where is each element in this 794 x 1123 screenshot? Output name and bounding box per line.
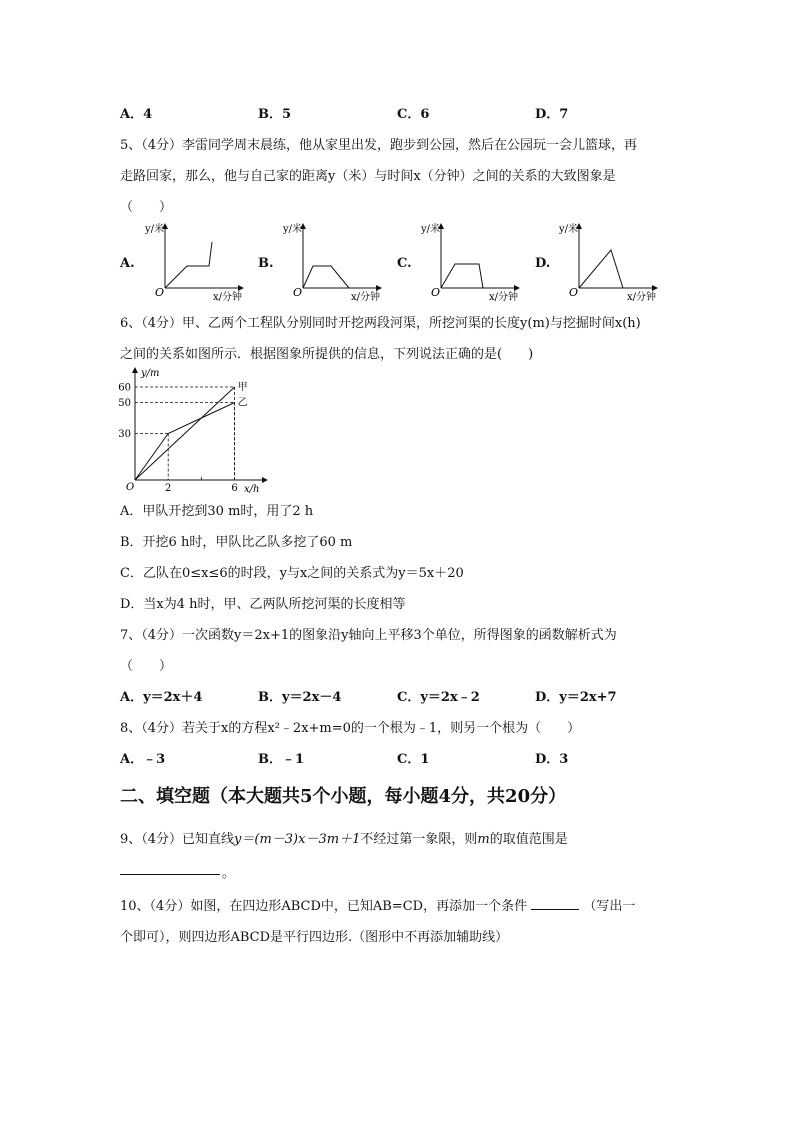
q5-graph-d-xlabel: x/分钟 (627, 292, 657, 302)
q6-option-a: A．甲队开挖到30 m时，用了2 h (120, 504, 314, 519)
q8-option-d: D．3 (535, 752, 569, 767)
q6-y-tick-2: 60 (118, 382, 131, 394)
q6-y-tick-1: 50 (118, 398, 131, 409)
q5-graph-b-origin: O (293, 286, 303, 299)
q4-option-c: C．6 (397, 107, 430, 122)
section2-title: 二、填空题（本大题共5个小题，每小题4分，共20分） (120, 786, 567, 807)
q6-series-line-0 (135, 387, 235, 480)
q4-option-a: A．4 (120, 107, 153, 122)
q6-series-label-0: 甲 (237, 382, 248, 393)
q5-paren: （ ） (120, 200, 173, 215)
q5-graph-d-ylabel: y/米 (559, 224, 579, 235)
q6-xlabel: x/h (244, 484, 260, 493)
q5-line2: 走路回家，那么，他与自己家的距离y（米）与时间x（分钟）之间的关系的大致图象是 (120, 169, 616, 184)
q6-x-tick-1: 6 (231, 483, 238, 493)
q7-option-a: A．y＝2x＋4 (120, 690, 203, 705)
q6-y-axis-arrow (132, 367, 138, 373)
q9-line1 (120, 828, 568, 847)
q10-suffix: （写出一 (583, 899, 636, 914)
q4-option-d: D．7 (535, 107, 569, 122)
q7-line1: 7、（4分）一次函数y＝2x+1的图象沿y轴向上平移3个单位，所得图象的函数解析式为 (120, 628, 617, 643)
q10-line1 (120, 895, 635, 914)
q10-prefix: 10、（4分）如图，在四边形ABCD中，已知AB=CD，再添加一个条件 (120, 899, 528, 914)
q9-middle: 不经过第一象限，则 (360, 832, 478, 847)
q5-graph-c-origin: O (431, 286, 441, 299)
q7-paren: （ ） (120, 659, 173, 674)
q5-graph-c-xlabel: x/分钟 (489, 292, 519, 302)
q9-formula: y＝(m－3)x－3m＋1 (234, 832, 361, 847)
q5-graph-b-ylabel: y/米 (283, 224, 303, 235)
q6-series-label-1: 乙 (237, 397, 248, 409)
q6-origin: O (126, 482, 135, 493)
q6-line2: 之间的关系如图所示．根据图象所提供的信息，下列说法正确的是( ) (120, 347, 534, 362)
q5-line1: 5、（4分）李雷同学周末晨练，他从家里出发，跑步到公园，然后在公园玩一会儿篮球，再 (120, 138, 638, 153)
q8-line1: 8、（4分）若关于x的方程x²﹣2x+m=0的一个根为﹣1，则另一个根为（ ） (120, 721, 581, 736)
q8-option-c: C．1 (397, 752, 430, 767)
q6-chart (110, 365, 275, 493)
q9-var: m (477, 832, 490, 847)
q5-option-d-label: D. (535, 256, 551, 271)
q5-graph-a-xlabel: x/分钟 (213, 292, 243, 302)
q9-prefix: 9、（4分）已知直线 (120, 832, 235, 847)
q9-end: 。 (222, 866, 236, 881)
q5-graph-a-ylabel: y/米 (145, 224, 165, 235)
q8-option-a: A．﹣3 (120, 752, 166, 767)
q8-option-b: B．﹣1 (258, 752, 305, 767)
q9-suffix: 的取值范围是 (489, 832, 568, 847)
q5-option-c-label: C. (397, 256, 412, 271)
q6-ylabel: y/m (141, 368, 160, 379)
q5-graph-b (283, 220, 383, 302)
q9-answer-blank[interactable] (120, 874, 220, 875)
q6-line1: 6、（4分）甲、乙两个工程队分别同时开挖两段河渠，所挖河渠的长度y(m)与挖掘时间x(h) (120, 316, 641, 331)
q6-x-axis-arrow (262, 477, 268, 483)
q7-option-d: D．y＝2x+7 (535, 690, 617, 705)
q5-option-b-label: B. (258, 256, 274, 271)
q6-option-b: B．开挖6 h时，甲队比乙队多挖了60 m (120, 535, 353, 550)
q7-option-b: B．y＝2x－4 (258, 690, 342, 705)
q5-option-a-label: A. (120, 256, 135, 271)
q6-option-c: C．乙队在0≤x≤6的时段，y与x之间的关系式为y＝5x＋20 (120, 566, 464, 581)
q6-x-tick-0: 2 (165, 483, 172, 493)
q5-graph-d (559, 220, 659, 302)
q5-graph-d-origin: O (569, 286, 579, 299)
q10-line2: 个即可），则四边形ABCD是平行四边形.（图形中不再添加辅助线） (120, 930, 509, 945)
q7-option-c: C．y＝2x﹣2 (397, 690, 480, 705)
q6-series-line-1 (135, 403, 235, 481)
q5-graph-b-xlabel: x/分钟 (351, 292, 381, 302)
q5-graph-c-ylabel: y/米 (421, 224, 441, 235)
q5-graph-c (421, 220, 521, 302)
q5-graph-a-origin: O (155, 286, 165, 299)
q5-graph-a (145, 220, 245, 302)
q6-y-tick-0: 30 (118, 429, 131, 440)
q10-answer-blank[interactable] (531, 897, 579, 910)
q4-option-b: B．5 (258, 107, 292, 122)
q6-option-d: D．当x为4 h时，甲、乙两队所挖河渠的长度相等 (120, 597, 406, 612)
